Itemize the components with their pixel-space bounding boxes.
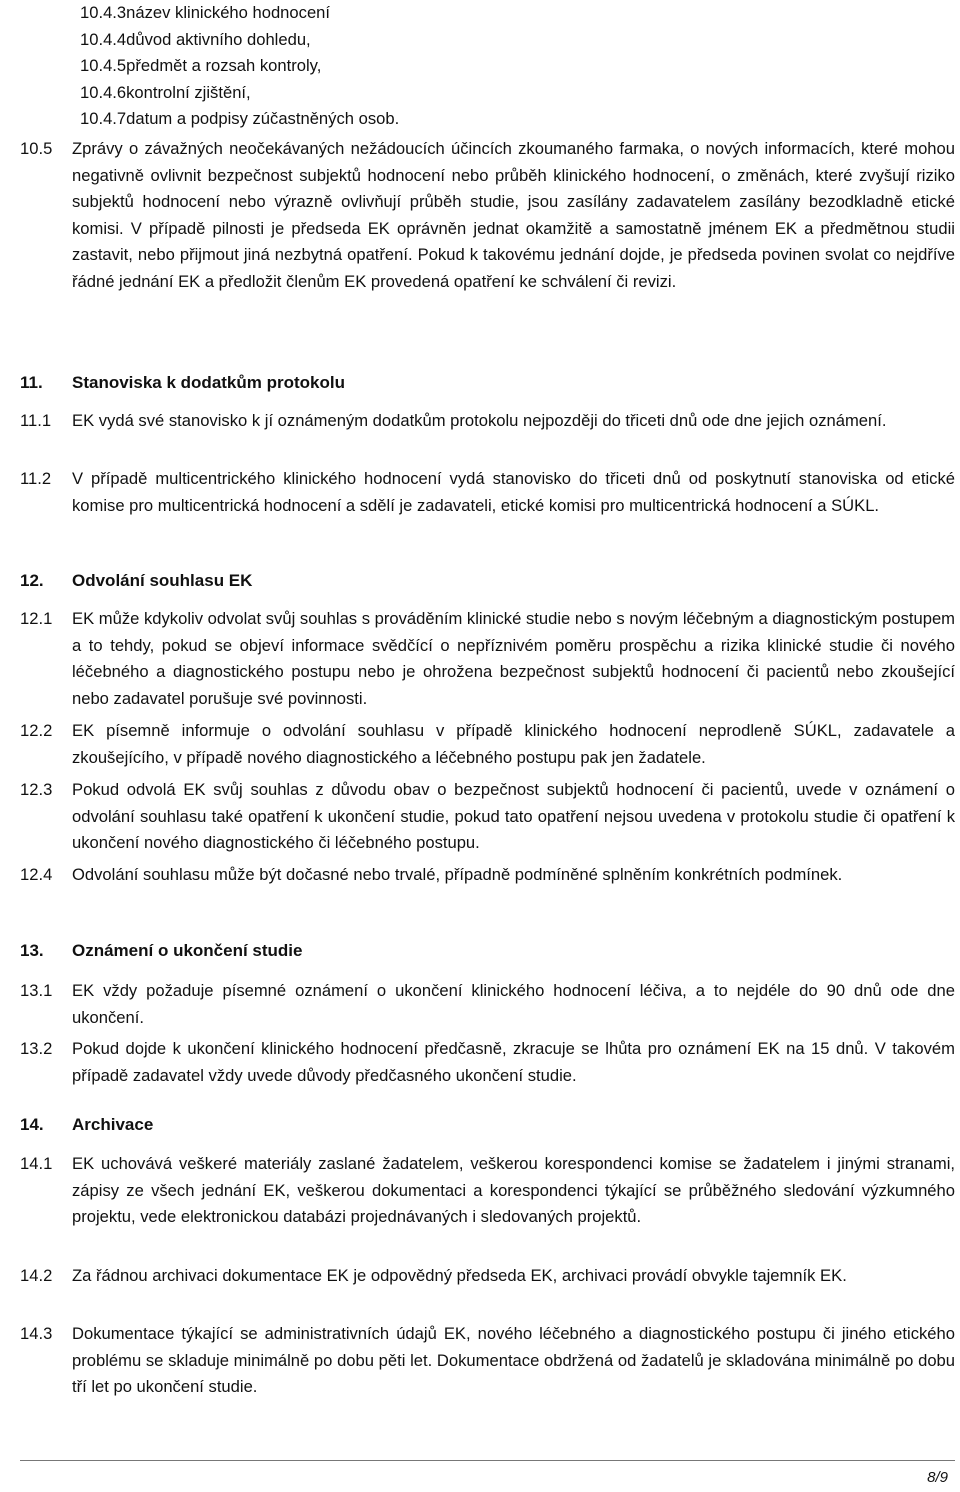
- heading-title: Stanoviska k dodatkům protokolu: [72, 373, 345, 392]
- paragraph-12-4: [20, 862, 955, 889]
- paragraph-text: EK písemně informuje o odvolání souhlasu v případě klinického hodnocení neprodleně SÚKL, zadavatele a zkoušejícího, v případě nového diagnostického a léčebného postupu pak jen žadatele.: [72, 721, 955, 767]
- paragraph-number: 14.2: [20, 1266, 53, 1285]
- heading-title: Archivace: [72, 1115, 154, 1134]
- footer-divider: [20, 1460, 955, 1461]
- paragraph-text: V případě multicentrického klinického hodnocení vydá stanovisko do třiceti dnů od poskytnutí stanoviska od etické komise pro multicentrická hodnocení a sdělí je zadavateli, etické komisi pro multicentrická hodnocení a SÚKL.: [72, 469, 955, 515]
- paragraph-number: 10.5: [20, 139, 53, 158]
- paragraph-number: 11.2: [20, 469, 52, 488]
- paragraph-text: Pokud odvolá EK svůj souhlas z důvodu obav o bezpečnost subjektů hodnocení či pacientů, uvede v oznámení o odvolání souhlasu také opatření k ukončení studie, pokud tato opatření nejsou uvedena v protokolu studie či opatření k ukončení nového diagnostického či léčebného postupu.: [72, 780, 955, 853]
- paragraph-number: 12.4: [20, 865, 53, 884]
- heading-number: 13.: [20, 941, 44, 960]
- paragraph-number: 13.1: [20, 981, 53, 1000]
- section-heading-11: [20, 370, 345, 397]
- section-heading-14: [20, 1112, 153, 1139]
- paragraph-12-2: [20, 718, 955, 771]
- paragraph-number: 14.1: [20, 1154, 53, 1173]
- heading-number: 11.: [20, 373, 43, 392]
- paragraph-number: 14.3: [20, 1324, 53, 1343]
- list-item: 10.4.5předmět a rozsah kontroly,: [80, 56, 322, 76]
- paragraph-text: EK vždy požaduje písemné oznámení o ukončení klinického hodnocení léčiva, a to nejdéle do 90 dnů ode dne ukončení.: [72, 981, 955, 1027]
- section-heading-13: [20, 938, 302, 965]
- paragraph-text: Pokud dojde k ukončení klinického hodnocení předčasně, zkracuje se lhůta pro oznámení EK na 15 dnů. V takovém případě zadavatel vždy uvede důvody předčasného ukončení studie.: [72, 1039, 955, 1085]
- paragraph-text: EK uchovává veškeré materiály zaslané žadatelem, veškerou korespondenci komise se žadatelem i jinými stranami, zápisy ze všech jednání EK, veškerou dokumentaci a korespondenci týkající se průběžného sledování výzkumného projektu, vede elektronickou databázi projednávaných i sledovaných projektů.: [72, 1154, 955, 1227]
- paragraph-number: 12.3: [20, 780, 53, 799]
- paragraph-text: EK může kdykoliv odvolat svůj souhlas s prováděním klinické studie nebo s novým léčebným a diagnostickým postupem a to tehdy, pokud se objeví informace svědčící o nepříznivém poměru prospěchu a rizika klinické studie či nového léčebného a diagnostického postupu nebo je ohrožena bezpečnost subjektů hodnocení či pacientů nebo zkoušející nebo zadavatel porušuje své povinnosti.: [72, 609, 955, 708]
- heading-title: Odvolání souhlasu EK: [72, 571, 253, 590]
- list-item: 10.4.6kontrolní zjištění,: [80, 82, 251, 102]
- paragraph-number: 13.2: [20, 1039, 53, 1058]
- paragraph-text: EK vydá své stanovisko k jí oznámeným dodatkům protokolu nejpozději do třiceti dnů ode dne jejich oznámení.: [72, 411, 887, 430]
- paragraph-13-2: [20, 1036, 955, 1089]
- paragraph-11-1: [20, 408, 955, 435]
- list-item: 10.4.7datum a podpisy zúčastněných osob.: [80, 109, 400, 129]
- paragraph-14-1: [20, 1151, 955, 1231]
- paragraph-text: Dokumentace týkající se administrativních údajů EK, nového léčebného a diagnostického postupu či jiného etického problému se skladuje minimálně po dobu pěti let. Dokumentace obdržená od žadatelů je skladována minimálně po dobu tří let po ukončení studie.: [72, 1324, 955, 1397]
- list-item: 10.4.3název klinického hodnocení: [80, 3, 331, 22]
- paragraph-12-3: [20, 777, 955, 857]
- paragraph-10-5: [20, 136, 955, 296]
- section-heading-12: [20, 568, 252, 595]
- paragraph-text: Odvolání souhlasu může být dočasné nebo trvalé, případně podmíněné splněním konkrétních podmínek.: [72, 865, 843, 884]
- paragraph-14-2: [20, 1263, 955, 1290]
- page-number: 8/9: [927, 1469, 948, 1486]
- paragraph-number: 12.2: [20, 721, 53, 740]
- heading-title: Oznámení o ukončení studie: [72, 941, 303, 960]
- paragraph-14-3: [20, 1321, 955, 1401]
- heading-number: 12.: [20, 571, 44, 590]
- paragraph-11-2: [20, 466, 955, 519]
- paragraph-number: 11.1: [20, 411, 52, 430]
- list-item: 10.4.4důvod aktivního dohledu,: [80, 29, 311, 49]
- paragraph-text: Za řádnou archivaci dokumentace EK je odpovědný předseda EK, archivaci provádí obvykle tajemník EK.: [72, 1266, 847, 1285]
- subsection-list: [80, 0, 399, 133]
- paragraph-text: Zprávy o závažných neočekávaných nežádoucích účincích zkoumaného farmaka, o nových informacích, které mohou negativně ovlivnit bezpečnost subjektů hodnocení nebo průběh klinického hodnocení, o změnách, které zvyšují riziko subjektů hodnocení nebo výrazně ovlivňují průběh studie, jsou zasílány zadavatelem zasílány bezodkladně etické komisi. V případě pilnosti je předseda EK oprávněn jednat okamžitě a samostatně jménem EK a předmětnou studii zastavit, nebo přijmout jiná nezbytná opatření. Pokud k takovému jednání dojde, je předseda povinen svolat co nejdříve řádné jednání EK a předložit členům EK provedená opatření ke schválení či revizi.: [72, 139, 955, 291]
- paragraph-12-1: [20, 606, 955, 712]
- paragraph-13-1: [20, 978, 955, 1031]
- heading-number: 14.: [20, 1115, 44, 1134]
- paragraph-number: 12.1: [20, 609, 53, 628]
